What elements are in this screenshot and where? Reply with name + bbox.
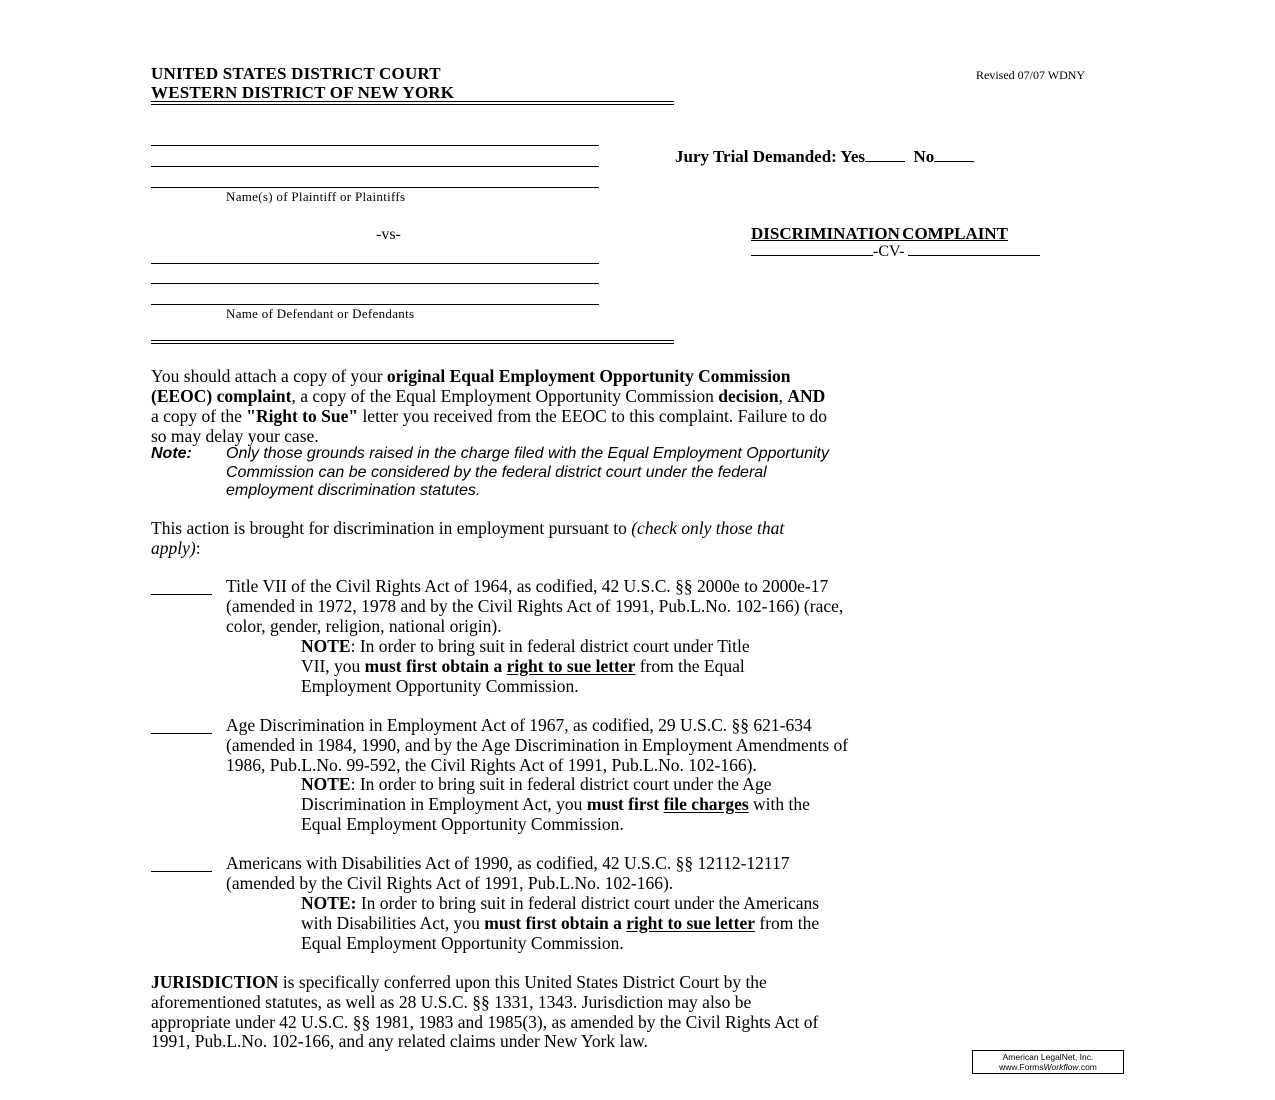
plaintiff-label: Name(s) of Plaintiff or Plaintiffs <box>226 189 406 204</box>
case-number <box>751 243 1040 261</box>
intro-bold: AND <box>787 386 826 406</box>
intro-text: so may delay your case. <box>151 426 319 446</box>
intro-text: letter you received from the EEOC to this complaint. Failure to do <box>358 406 828 426</box>
plaintiff-name-line-1[interactable] <box>151 145 599 146</box>
jurisdiction-text: appropriate under 42 U.S.C. §§ 1981, 1983 and 1985(3), as amended by the Civil Rights Act of <box>151 1011 819 1032</box>
note-underline: right to sue letter <box>506 655 636 676</box>
defendant-name-line-3[interactable] <box>151 304 599 305</box>
intro-text: You should attach a copy of your <box>151 366 387 386</box>
court-line-1: UNITED STATES DISTRICT COURT <box>151 64 441 83</box>
intro-text: , <box>778 386 788 406</box>
intro-bold: "Right to Sue" <box>246 406 359 426</box>
note-heading: NOTE <box>301 774 351 794</box>
note-bold: must first obtain a <box>484 912 627 933</box>
revision-note: Revised 07/07 WDNY <box>976 68 1086 82</box>
note-bold: must first <box>586 793 664 814</box>
note-text: VII, you <box>301 655 365 676</box>
statute-line: Title VII of the Civil Rights Act of 1964, as codified, 42 U.S.C. §§ 2000e to 2000e-17 <box>226 576 829 596</box>
jury-no-label: No <box>913 147 935 166</box>
note-label: Note: <box>151 445 192 462</box>
jurisdiction-text: aforementioned statutes, as well as 28 U.S.C. §§ 1331, 1343. Jurisdiction may also be <box>151 991 752 1012</box>
statute-line: (amended by the Civil Rights Act of 1991, Pub.L.No. 102-166). <box>226 872 674 893</box>
court-line-2: WESTERN DISTRICT OF NEW YORK <box>151 83 455 102</box>
action-statement <box>151 518 1131 558</box>
note-line: Only those grounds raised in the charge filed with the Equal Employment Opportunity <box>226 445 829 462</box>
statute-line: 1986, Pub.L.No. 99-592, the Civil Rights Act of 1991, Pub.L.No. 102-166). <box>226 754 757 775</box>
complaint-title: DISCRIMINATION COMPLAINT <box>751 224 1008 243</box>
statute-age-discrimination <box>226 716 1126 775</box>
court-name <box>151 64 454 102</box>
jurisdiction-label: JURISDICTION <box>151 972 279 992</box>
note-text: In order to bring suit in federal district court under the Americans <box>356 893 820 913</box>
publisher-name: American LegalNet, Inc. <box>1002 1052 1094 1062</box>
jury-yes-blank[interactable] <box>865 149 905 162</box>
action-text: : <box>195 538 201 558</box>
note-text: Equal Employment Opportunity Commission. <box>301 813 624 834</box>
plaintiff-name-line-3[interactable] <box>151 187 599 188</box>
jurisdiction-text: 1991, Pub.L.No. 102-166, and any related claims under New York law. <box>151 1031 649 1052</box>
age-discrimination-note <box>301 775 1061 834</box>
statute-line: (amended in 1972, 1978 and by the Civil Rights Act of 1991, Pub.L.No. 102-166) (race, <box>226 595 844 616</box>
intro-bold: (EEOC) complaint <box>151 386 292 406</box>
note-heading: NOTE <box>301 636 351 656</box>
cv-label: -CV- <box>873 243 905 260</box>
action-text: This action is brought for discrimination in employment pursuant to <box>151 518 632 538</box>
site-part: www.Forms <box>999 1062 1044 1072</box>
plaintiff-name-line-2[interactable] <box>151 166 599 167</box>
court-rule <box>151 104 674 105</box>
note-text: Discrimination in Employment Act, you <box>301 793 587 814</box>
intro-paragraph <box>151 366 1131 446</box>
site-part: Workflow <box>1043 1062 1079 1072</box>
jury-no-blank[interactable] <box>934 149 974 162</box>
publisher-stamp <box>972 1050 1124 1074</box>
intro-text: , a copy of the Equal Employment Opportunity Commission <box>291 386 719 406</box>
note-heading: NOTE: <box>301 893 357 913</box>
caption-divider <box>151 343 674 344</box>
note-text: from the Equal <box>635 655 745 676</box>
site-part: .com <box>1078 1062 1097 1072</box>
check-title-vii[interactable] <box>151 594 212 595</box>
note-text: Employment Opportunity Commission. <box>301 675 579 696</box>
intro-bold: original Equal Employment Opportunity Commission <box>386 366 791 386</box>
note-text: with the <box>748 793 810 814</box>
note-text: Equal Employment Opportunity Commission. <box>301 932 624 953</box>
statute-title-vii <box>226 577 1126 636</box>
title-vii-note <box>301 637 1061 696</box>
publisher-site <box>976 1062 1120 1072</box>
note-text <box>226 445 1126 501</box>
note-line: Commission can be considered by the federal district court under the federal <box>226 463 767 481</box>
case-number-year-blank[interactable] <box>751 243 873 256</box>
note-underline: right to sue letter <box>626 912 755 933</box>
statute-line: Americans with Disabilities Act of 1990, as codified, 42 U.S.C. §§ 12112-12117 <box>226 853 790 873</box>
note-bold: must first obtain a <box>364 655 507 676</box>
note-text: from the <box>755 912 820 933</box>
note-line: employment discrimination statutes. <box>226 482 481 499</box>
jurisdiction-paragraph <box>151 973 1131 1052</box>
statute-line: Age Discrimination in Employment Act of 1967, as codified, 29 U.S.C. §§ 621-634 <box>226 715 812 735</box>
note-text: : In order to bring suit in federal district court under the Age <box>350 774 772 794</box>
check-ada[interactable] <box>151 871 212 872</box>
note-text: : In order to bring suit in federal district court under Title <box>350 636 750 656</box>
jury-trial-demand <box>675 147 974 167</box>
defendant-label: Name of Defendant or Defendants <box>226 306 415 321</box>
action-italic: (check only those that <box>631 518 785 538</box>
caption-divider <box>151 340 674 341</box>
defendant-name-line-1[interactable] <box>151 263 599 264</box>
jury-yes-label: Jury Trial Demanded: Yes <box>675 147 865 166</box>
intro-bold: decision <box>718 386 779 406</box>
case-number-seq-blank[interactable] <box>908 243 1040 256</box>
versus: -vs- <box>376 226 401 243</box>
check-age-discrimination[interactable] <box>151 733 212 734</box>
jurisdiction-text: is specifically conferred upon this United States District Court by the <box>278 972 767 992</box>
intro-text: a copy of the <box>151 406 247 426</box>
statute-line: (amended in 1984, 1990, and by the Age Discrimination in Employment Amendments of <box>226 734 849 755</box>
defendant-name-line-2[interactable] <box>151 283 599 284</box>
note-text: with Disabilities Act, you <box>301 912 485 933</box>
court-rule <box>151 101 674 102</box>
action-italic: apply) <box>151 538 196 558</box>
ada-note <box>301 894 1061 953</box>
statute-ada <box>226 854 1126 894</box>
note-underline: file charges <box>663 793 749 814</box>
statute-line: color, gender, religion, national origin). <box>226 615 502 636</box>
